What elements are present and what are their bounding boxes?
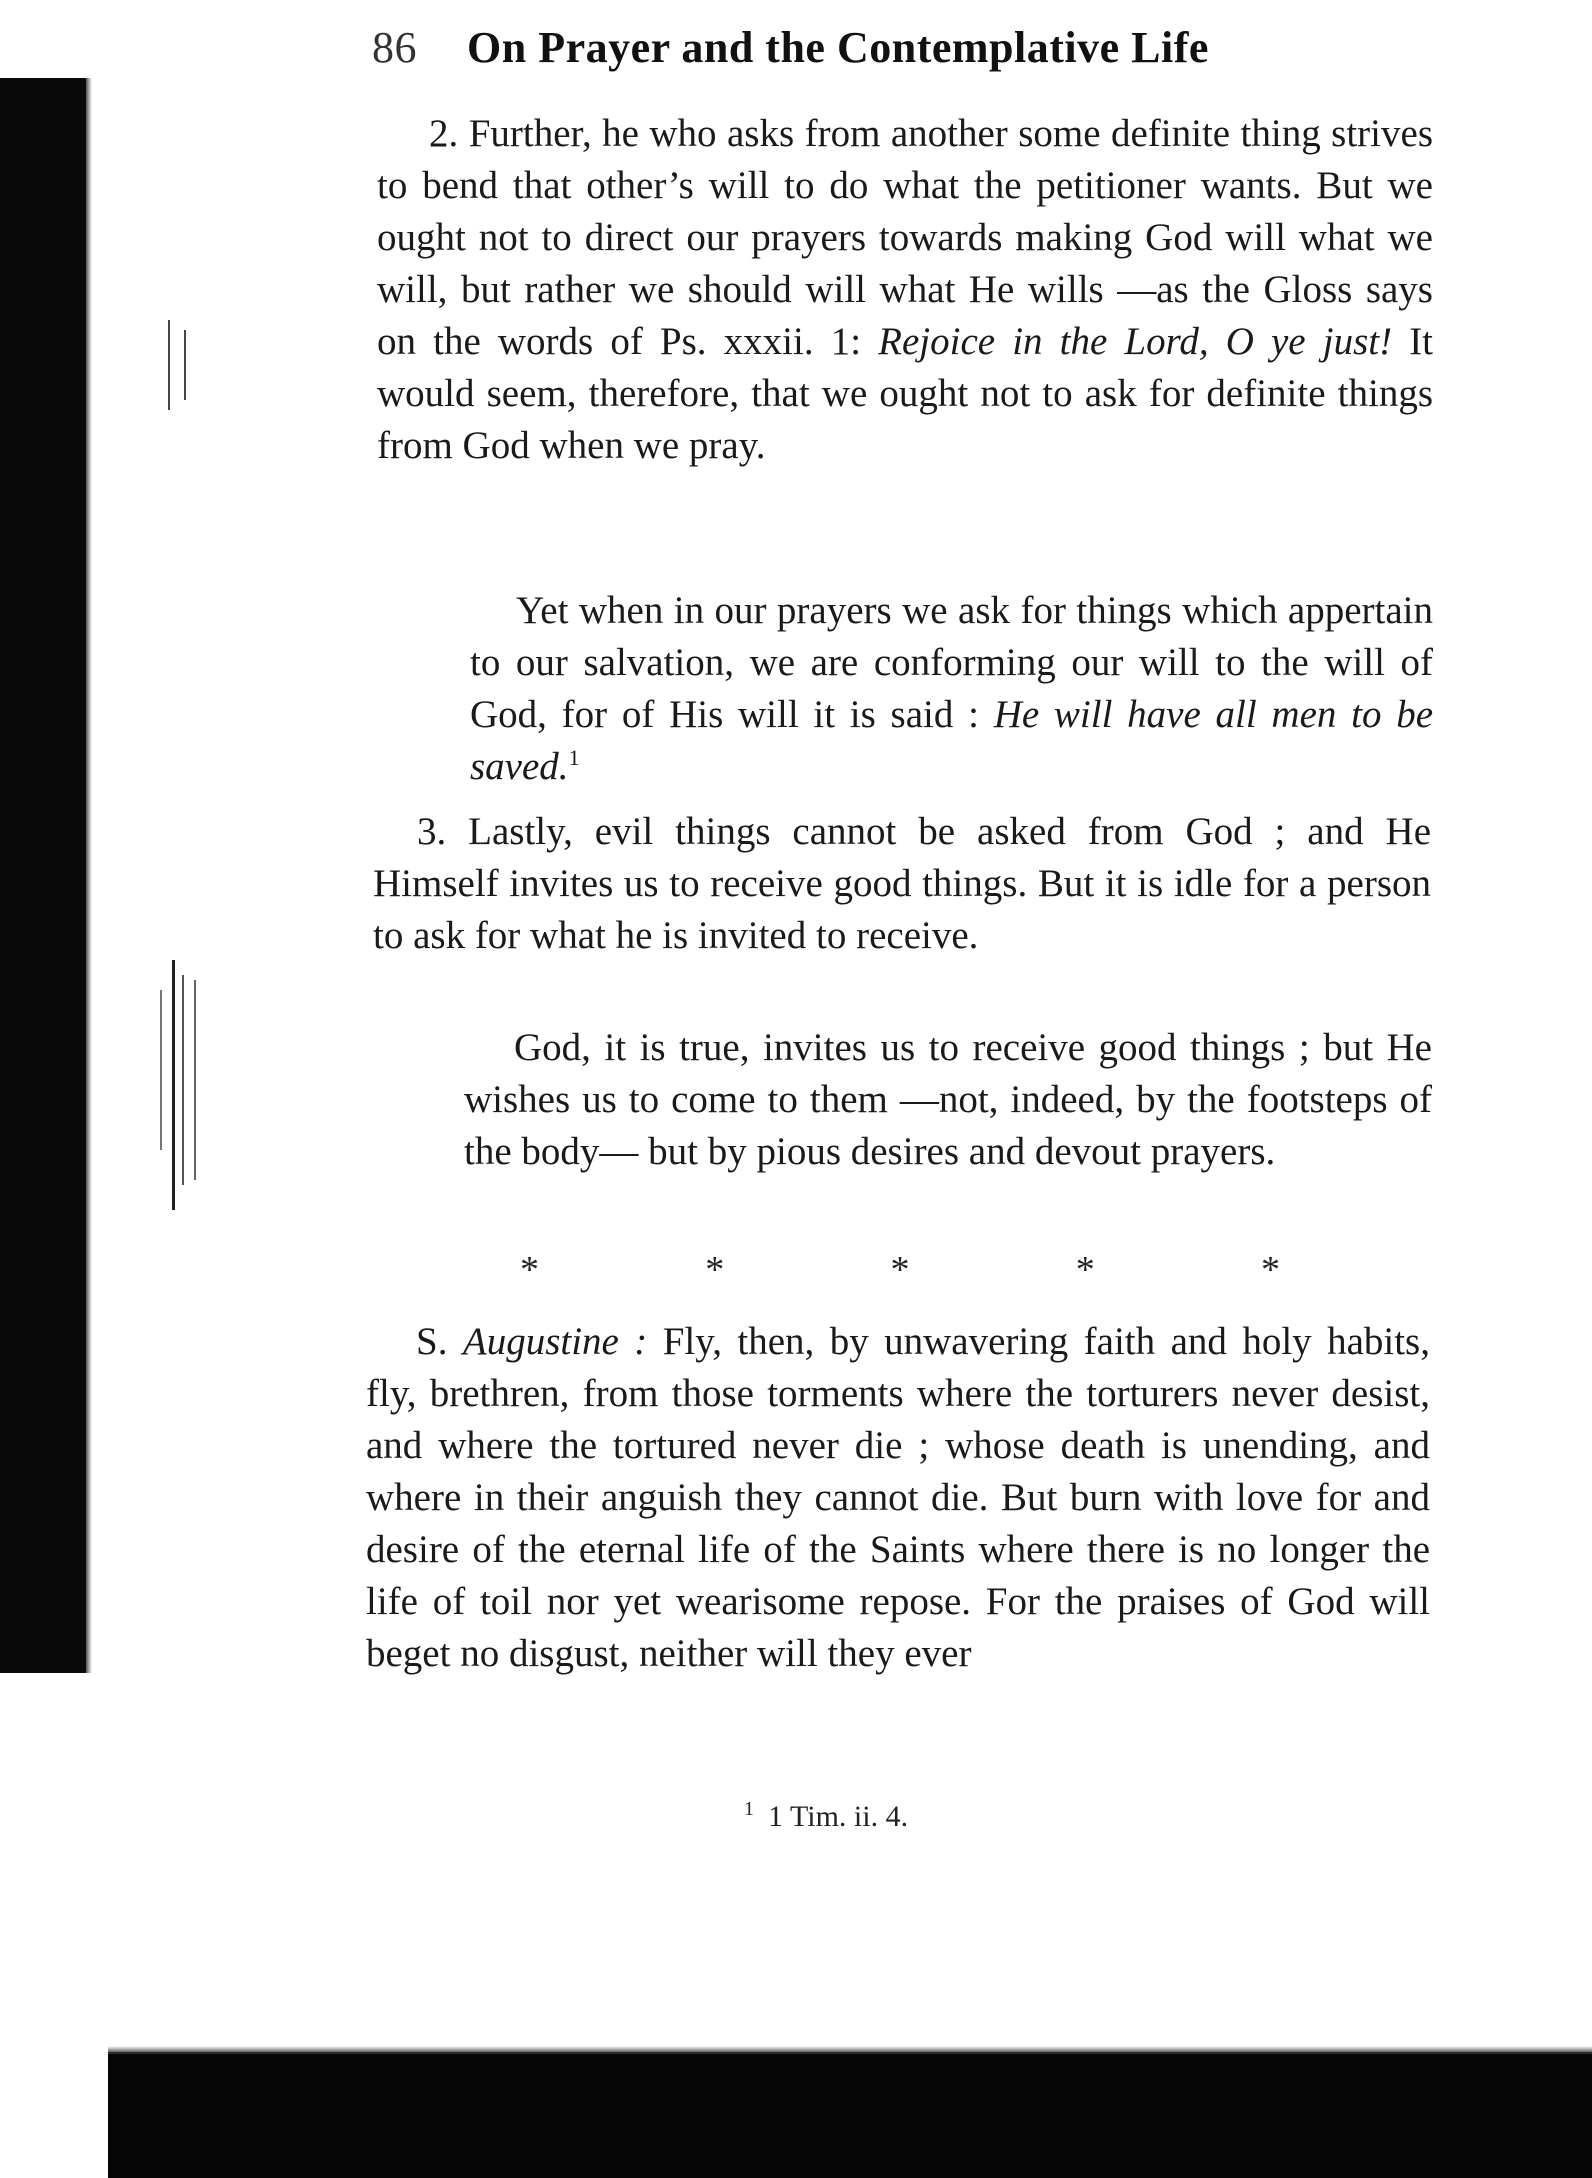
footnote-number: 1 (744, 1798, 754, 1820)
scan-mark (194, 980, 196, 1180)
paragraph-text: 2. Further, he who asks from another some definite thing strives to bend that other’s will to do what the petitioner wants. But we ought not to direct our prayers towards making God will what we will, but rather we should will what He wills —as the Gloss says on the words of Ps. xxxii. 1: (377, 112, 1433, 363)
paragraph-text: 3. Lastly, evil things cannot be asked from God ; and He Himself invites us to receive good things. But it is idle for a person to ask for what he is invited to receive. (373, 810, 1431, 957)
footnote-text: 1 Tim. ii. 4. (768, 1800, 909, 1833)
scan-mark (160, 990, 162, 1150)
scan-mark (182, 975, 184, 1185)
paragraph-text: God, it is true, invites us to receive good things ; but He wishes us to come to them —not, indeed, by the footsteps of the body— but by pious desires and devout prayers. (464, 1026, 1432, 1173)
paragraph-text: Yet when in our prayers we ask for things which appertain to our salvation, we are conforming our will to the will of God, for of His will it is said : (470, 589, 1433, 736)
running-header (372, 22, 1402, 73)
paragraph-text: It would seem, therefore, that we ought not to ask for definite things from God when we pray. (377, 320, 1434, 467)
footnote-marker: 1 (568, 745, 580, 770)
footnote (744, 1800, 908, 1834)
speaker-name: Augustine : (462, 1320, 648, 1363)
scan-mark (184, 330, 186, 400)
scripture-quote: Rejoice in the Lord, O ye just! (878, 320, 1393, 363)
section-separator (520, 1248, 1280, 1292)
paragraph-augustine (366, 1316, 1430, 1680)
asterisk: * (705, 1249, 725, 1291)
paragraph-text: Fly, then, by unwavering faith and holy habits, fly, brethren, from those torments where the torturers never desist, and where the tortured never die ; whose death is unending, and where in their anguish they cannot die. But burn with love for and desire of the eternal life of the Saints where there is no longer the life of toil nor yet wearisome repose. For the praises of God will beget no disgust, neither will they ever (366, 1320, 1430, 1675)
paragraph-objection-3 (373, 806, 1431, 962)
scan-mark (172, 960, 175, 1210)
paragraph-objection-2 (377, 108, 1433, 472)
scan-edge-shadow-left (0, 78, 86, 1673)
scripture-quote: He will have all men to be saved. (470, 693, 1433, 788)
asterisk: * (1261, 1249, 1280, 1291)
asterisk: * (520, 1249, 539, 1291)
asterisk: * (1075, 1249, 1095, 1291)
paragraph-reply-2 (470, 585, 1433, 793)
scan-edge-shadow-bottom (108, 2052, 1592, 2178)
scan-mark (168, 320, 170, 410)
paragraph-reply-3 (464, 1022, 1432, 1178)
page-number: 86 (372, 23, 417, 72)
speaker-prefix: S. (416, 1320, 463, 1363)
asterisk: * (890, 1249, 910, 1291)
running-title: On Prayer and the Contemplative Life (467, 23, 1209, 72)
